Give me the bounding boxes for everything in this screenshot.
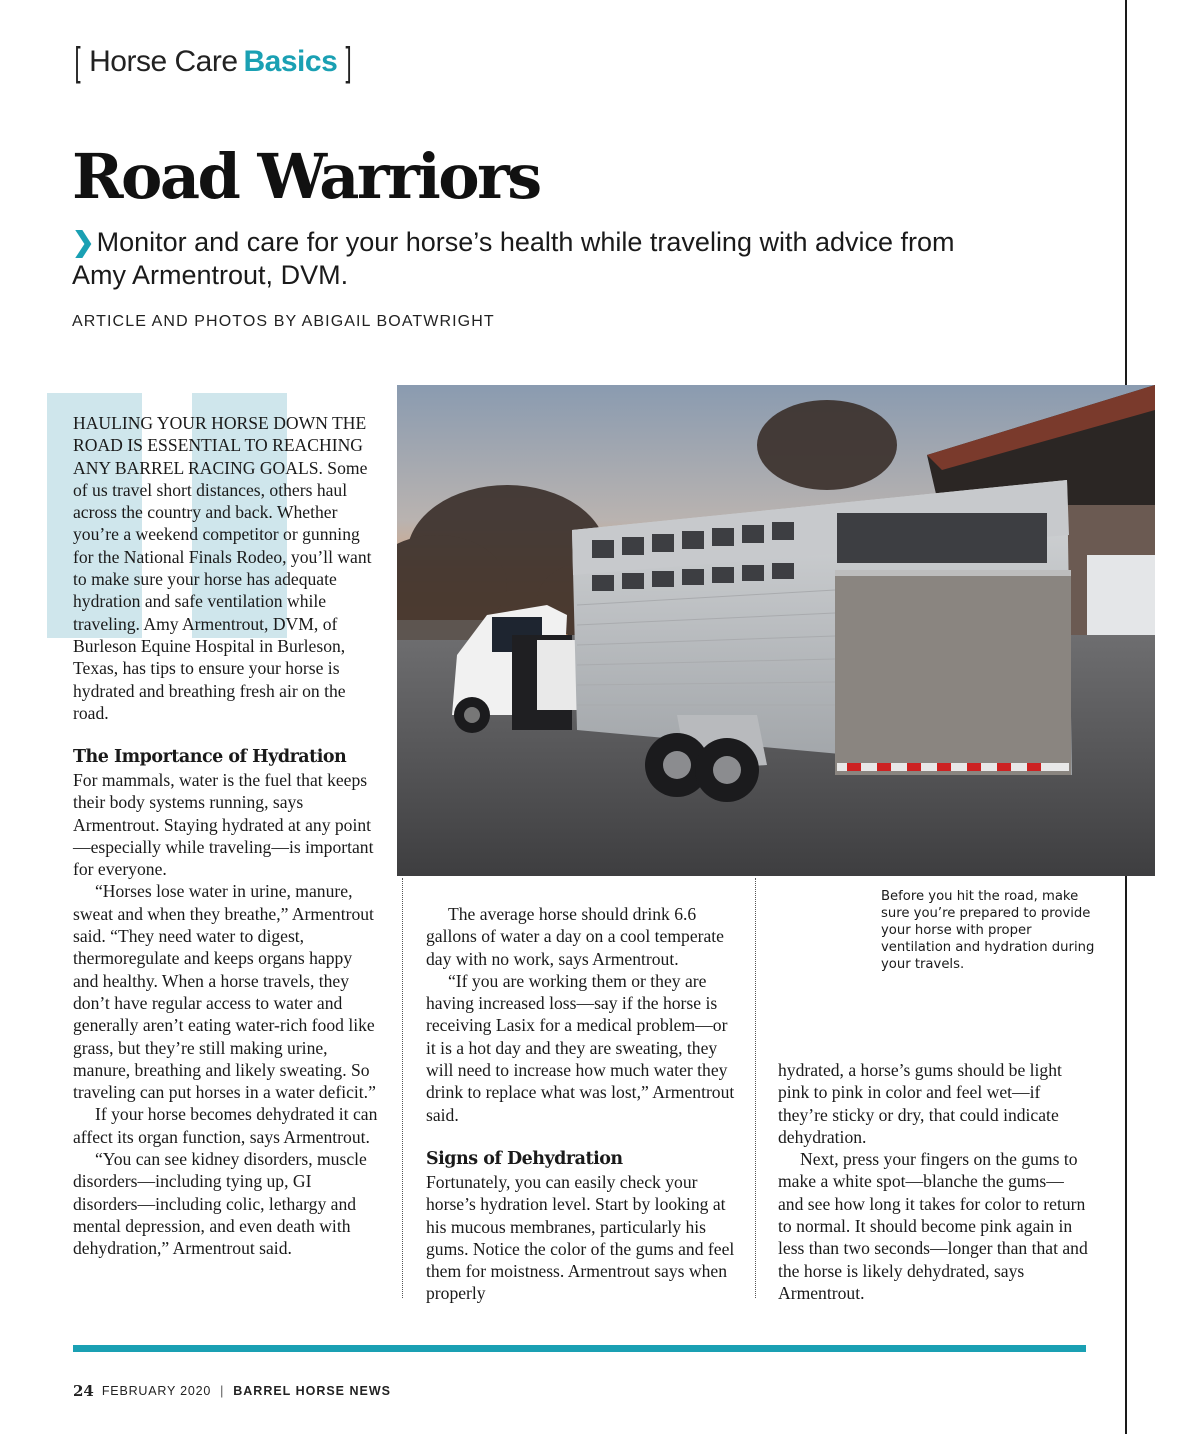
column-3-body [778,1059,1088,1304]
footer-separator: | [220,1384,225,1398]
paragraph: “You can see kidney disorders, muscle disorders—including tying up, GI disorders—including colic, lethargy and mental depression, and even death with dehydration,” Armentrout said. [73,1149,367,1259]
intro-paragraph [73,412,373,724]
column-1-body [73,769,378,1260]
column-divider [755,878,756,1298]
section-name: Horse Care [89,45,238,78]
column-2-body [426,903,738,1126]
subhead-dehydration: Signs of Dehydration [426,1149,623,1169]
paragraph: Fortunately, you can easily check your horse’s hydration level. Start by looking at his mucous membranes, particularly his gums. Notice the color of the gums and feel them for moistness. Armentrout says when properly [426,1172,735,1304]
footer-rule [73,1345,1086,1352]
byline: ARTICLE AND PHOTOS BY ABIGAIL BOATWRIGHT [72,313,495,330]
page-footer [73,1382,391,1400]
intro-lead: HAULING YOUR HORSE DOWN THE ROAD IS ESSENTIAL TO REACHING ANY BARREL RACING GOALS. [73,413,367,478]
issue-date: FEBRUARY 2020 [101,1384,212,1398]
column-2-continued [426,1171,738,1305]
intro-text: Some of us travel short distances, others haul across the country and back. Whether you’re a weekend competitor or gunning for the National Finals Rodeo, you’ll want to make sure your horse has adequate hydration and safe ventilation while traveling. Amy Armentrout, DVM, of Burleson Equine Hospital in Burleson, Texas, has tips to ensure your horse is hydrated and breathing fresh air on the road. [73,457,372,723]
paragraph: Next, press your fingers on the gums to make a white spot—blanche the gums—and see how long it takes for color to return to normal. It should become pink again in less than two seconds—longer than that and the horse is likely dehydrated, says Armentrout. [778,1149,1088,1303]
deck-text: Monitor and care for your horse’s health while traveling with advice from Amy Armentrout, DVM. [72,227,955,290]
truck-trailer-photo [397,385,1155,876]
paragraph: For mammals, water is the fuel that keeps their body systems running, says Armentrout. Staying hydrated at any point—especially while traveling—is important for everyone. [73,770,374,880]
paragraph: hydrated, a horse’s gums should be light pink to pink in color and feel wet—if they’re sticky or dry, that could indicate dehydration. [778,1060,1062,1147]
photo-caption: Before you hit the road, make sure you’re prepared to provide your horse with proper ventilation and hydration during your travels. [881,889,1095,972]
article-deck [72,226,992,292]
section-accent: Basics [243,45,338,78]
paragraph: “Horses lose water in urine, manure, sweat and when they breathe,” Armentrout said. “They need water to digest, thermoregulate and keeps organs happy and healthy. When a horse travels, they don’t have regular access to water and generally aren’t eating water-rich food like grass, but they’re still making urine, manure, breathing and likely sweating. So traveling can put horses in a water deficit.” [73,881,376,1103]
article-title: Road Warriors [72,140,540,213]
publication-name: BARREL HORSE NEWS [233,1384,391,1398]
bracket-open: [ [74,40,81,84]
page-number: 24 [73,1382,94,1400]
chevron-right-icon: ❯ [72,227,95,257]
paragraph: The average horse should drink 6.6 gallons of water a day on a cool temperate day with no work, says Armentrout. [426,904,724,969]
subhead-hydration: The Importance of Hydration [73,747,347,767]
section-header [72,40,354,84]
bracket-close: ] [345,40,352,84]
paragraph: “If you are working them or they are having increased loss—say if the horse is receiving Lasix for a medical problem—or it is a hot day and they are sweating, they will need to increase how much water they drink to replace what was lost,” Armentrout said. [426,970,735,1125]
paragraph: If your horse becomes dehydrated it can affect its organ function, says Armentrout. [73,1104,378,1147]
column-divider [402,878,403,1298]
